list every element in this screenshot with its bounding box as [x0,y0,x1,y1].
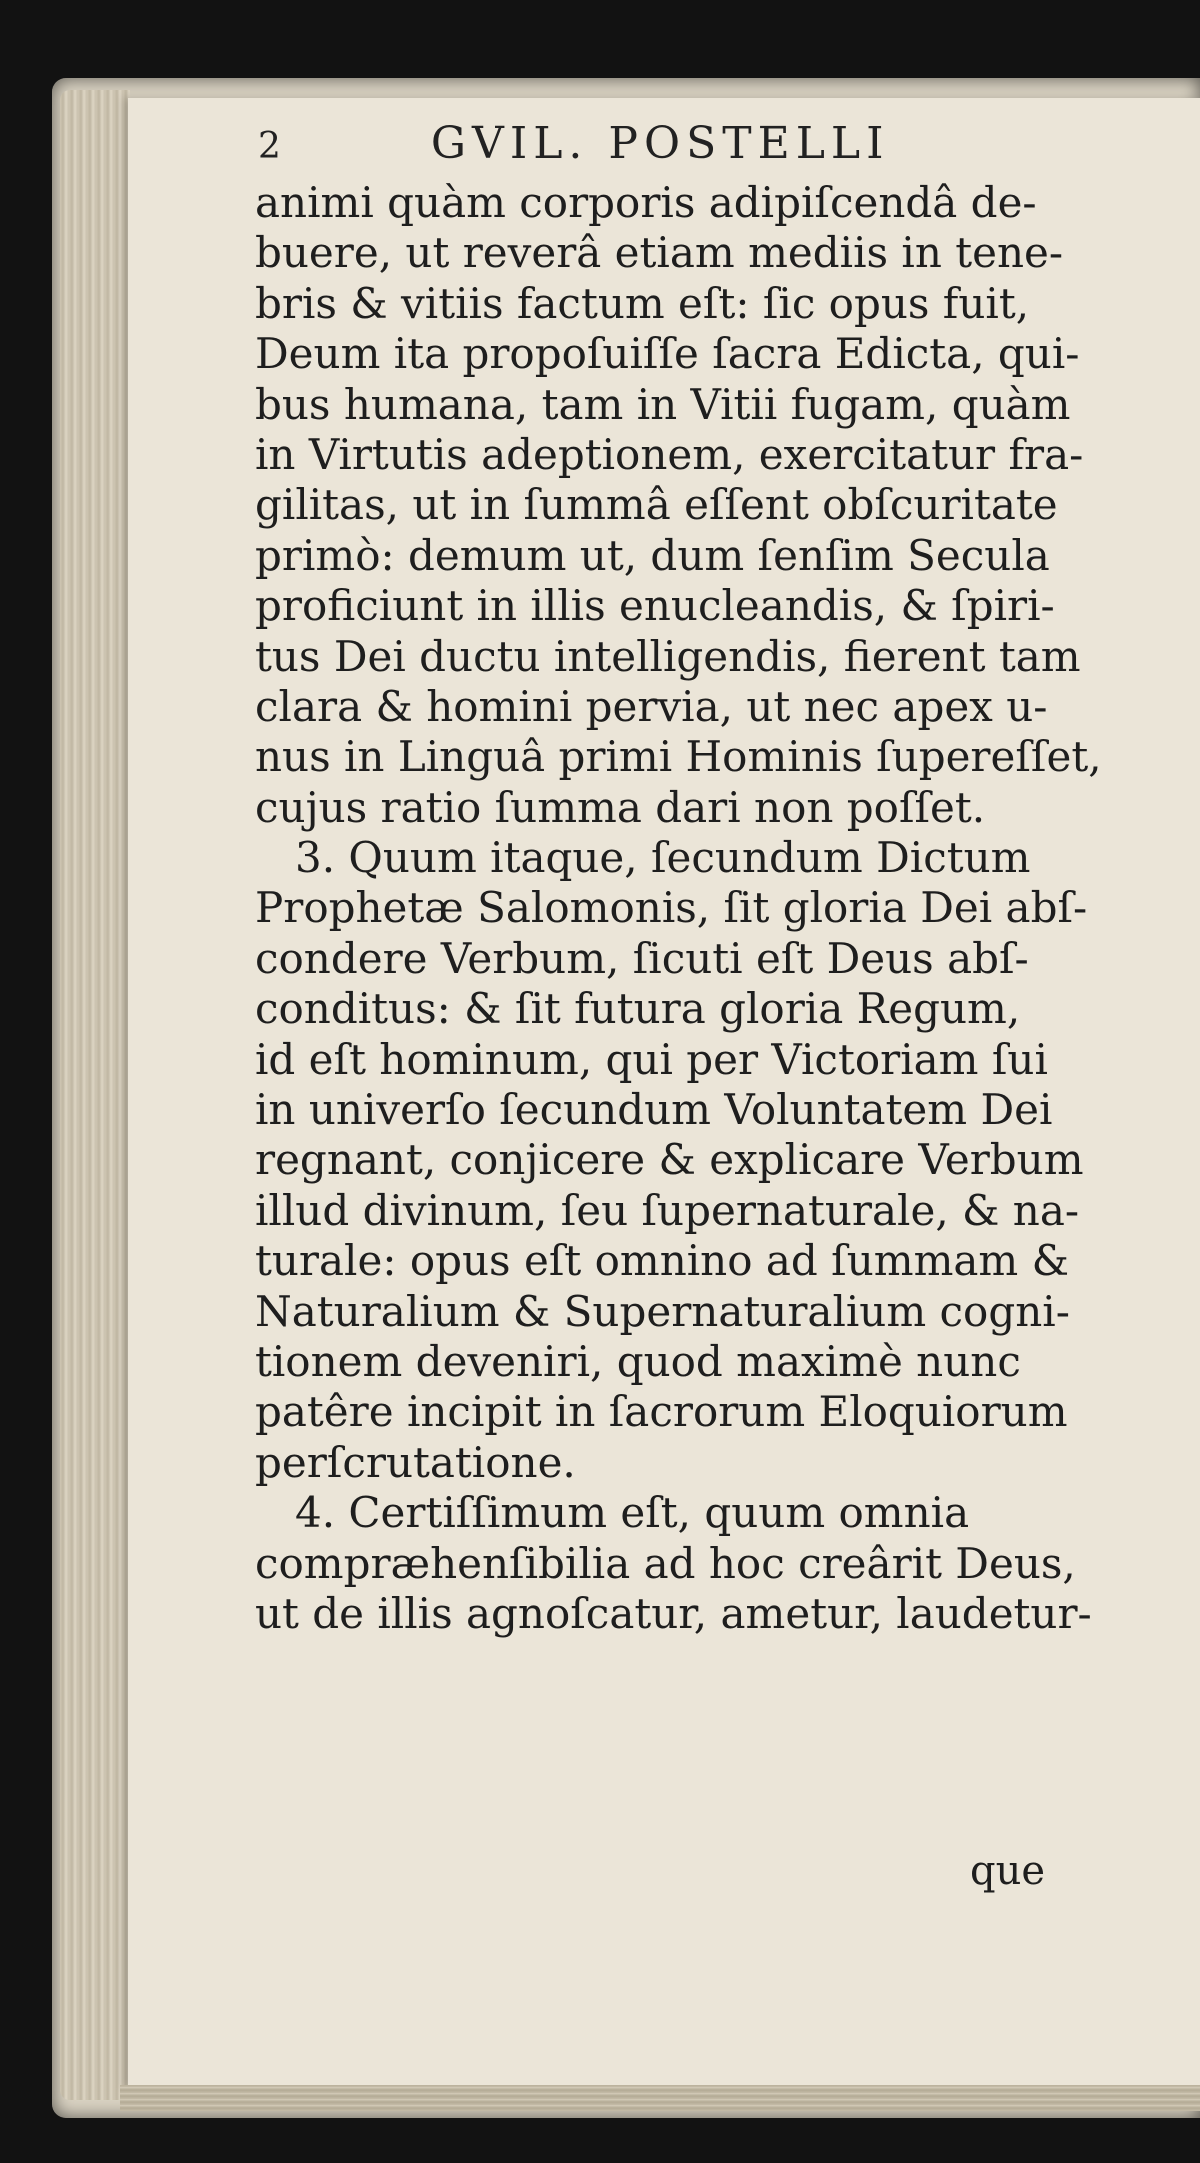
text-line: bus humana, tam in Vitii fugam, quàm [255,379,1071,429]
text-line: gilitas, ut in ſummâ eſſent obſcuritate [255,480,1058,530]
text-line: patêre incipit in ſacrorum Eloquiorum [255,1387,1068,1437]
text-line: conditus: & ſit futura gloria Regum, [255,984,1021,1034]
text-line: id eſt hominum, qui per Victoriam ſui [255,1034,1048,1084]
text-line: cujus ratio ſumma dari non poſſet. [255,782,986,832]
text-line: Prophetæ Salomonis, ſit gloria Dei abſ- [255,883,1088,933]
running-title: GVIL. POSTELLI [430,118,890,169]
body-text [255,178,1100,1639]
text-line: animi quàm corporis adipiſcendâ de- [255,178,1037,227]
text-line: clara & homini pervia, ut nec apex u- [255,681,1048,731]
page-edges [60,90,130,2100]
text-line: illud divinum, ſeu ſupernaturale, & na- [255,1185,1080,1235]
text-line: regnant, conjicere & explicare Verbum [255,1135,1084,1185]
text-line: nus in Linguâ primi Hominis ſupereſſet, [255,732,1102,782]
text-line: bris & vitiis factum eſt: ſic opus fuit, [255,278,1030,328]
text-line: Naturalium & Supernaturalium cogni- [255,1286,1070,1336]
text-line: in Virtutis adeptionem, exercitatur fra- [255,429,1084,479]
text-line: turale: opus eſt omnino ad ſummam & [255,1236,1069,1286]
page-bottom-edge [120,2085,1200,2111]
text-line: 4. Certiſſimum eſt, quum omnia [295,1488,970,1538]
text-line: proficiunt in illis enucleandis, & ſpiri- [255,581,1055,631]
text-line: tionem deveniri, quod maximè nunc [255,1336,1021,1386]
text-line: 3. Quum itaque, ſecundum Dictum [295,833,1031,883]
text-line: tus Dei ductu intelligendis, fierent tam [255,631,1081,681]
text-line: compræhenſibilia ad hoc creârit Deus, [255,1538,1076,1588]
text-line: Deum ita propoſuiſſe ſacra Edicta, qui- [255,329,1080,379]
catchword: que [970,1848,1046,1894]
page-number: 2 [258,126,281,167]
running-head [258,118,890,178]
text-line: buere, ut reverâ etiam mediis in tene- [255,228,1064,278]
text-line: ut de illis agnoſcatur, ametur, laudetur- [255,1588,1092,1638]
text-line: condere Verbum, ſicuti eſt Deus abſ- [255,933,1029,983]
text-line: perſcrutatione. [255,1437,576,1487]
text-line: primò: demum ut, dum ſenſim Secula [255,530,1050,580]
text-line: in univerſo ſecundum Voluntatem Dei [255,1085,1053,1135]
